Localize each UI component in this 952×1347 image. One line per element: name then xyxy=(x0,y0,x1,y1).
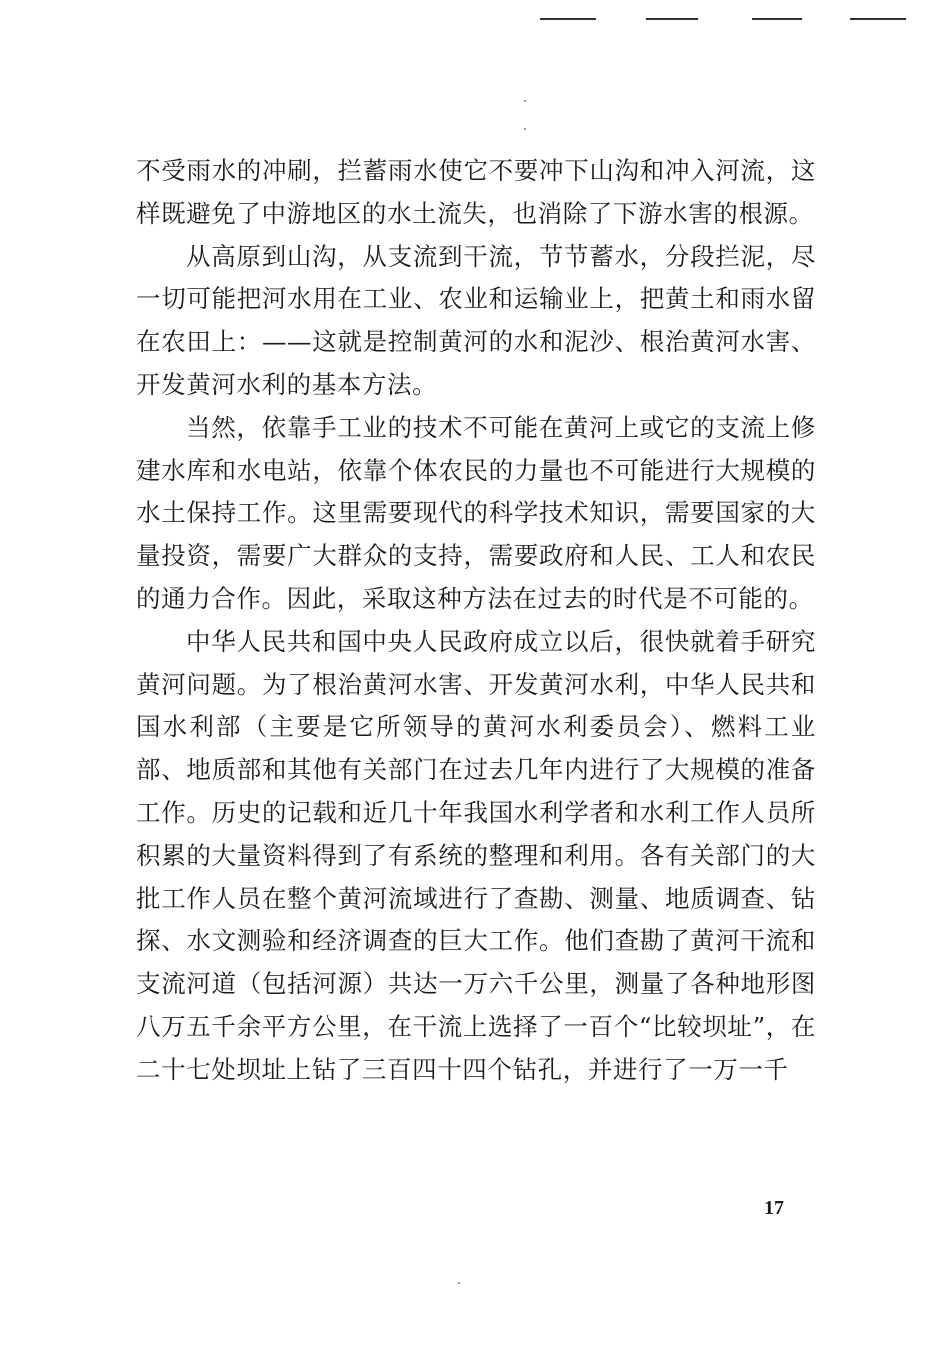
paragraph-continued: 不受雨水的冲刷，拦蓄雨水使它不要冲下山沟和冲入河流，这样既避免了中游地区的水土流失，也消除了下游水害的根源。 xyxy=(136,156,816,228)
header-rule-2 xyxy=(646,18,698,20)
page-number: 17 xyxy=(764,1197,784,1219)
header-rule-3 xyxy=(752,18,802,20)
paragraph: 从高原到山沟，从支流到干流，节节蓄水，分段拦泥，尽一切可能把河水用在工业、农业和运输业上，把黄土和雨水留在农田上：——这就是控制黄河的水和泥沙、根治黄河水害、开发黄河水利的基本方法。 xyxy=(136,241,816,399)
body-text xyxy=(136,150,816,1092)
scan-speck xyxy=(458,1282,460,1284)
header-rule-1 xyxy=(540,18,596,20)
scan-speck xyxy=(524,128,526,130)
scan-speck xyxy=(524,100,526,102)
paragraph: 当然，依靠手工业的技术不可能在黄河上或它的支流上修建水库和水电站，依靠个体农民的力量也不可能进行大规模的水土保持工作。这里需要现代的科学技术知识，需要国家的大量投资，需要广大群众的支持，需要政府和人民、工人和农民的通力合作。因此，采取这种方法在过去的时代是不可能的。 xyxy=(136,412,816,613)
header-rule-4 xyxy=(850,18,906,20)
paragraph: 中华人民共和国中央人民政府成立以后，很快就着手研究黄河问题。为了根治黄河水害、开发黄河水利，中华人民共和国水利部（主要是它所领导的黄河水利委员会）、燃料工业部、地质部和其他有关部门在过去几年内进行了大规模的准备工作。历史的记载和近几十年我国水利学者和水利工作人员所积累的大量资料得到了有系统的整理和利用。各有关部门的大批工作人员在整个黄河流域进行了查勘、测量、地质调查、钻探、水文测验和经济调查的巨大工作。他们查勘了黄河干流和支流河道（包括河源）共达一万六千公里，测量了各种地形图八万五千余平方公里，在干流上选择了一百个“比较坝址”，在二十七处坝址上钻了三百四十四个钻孔，并进行了一万一千 xyxy=(136,626,816,1084)
